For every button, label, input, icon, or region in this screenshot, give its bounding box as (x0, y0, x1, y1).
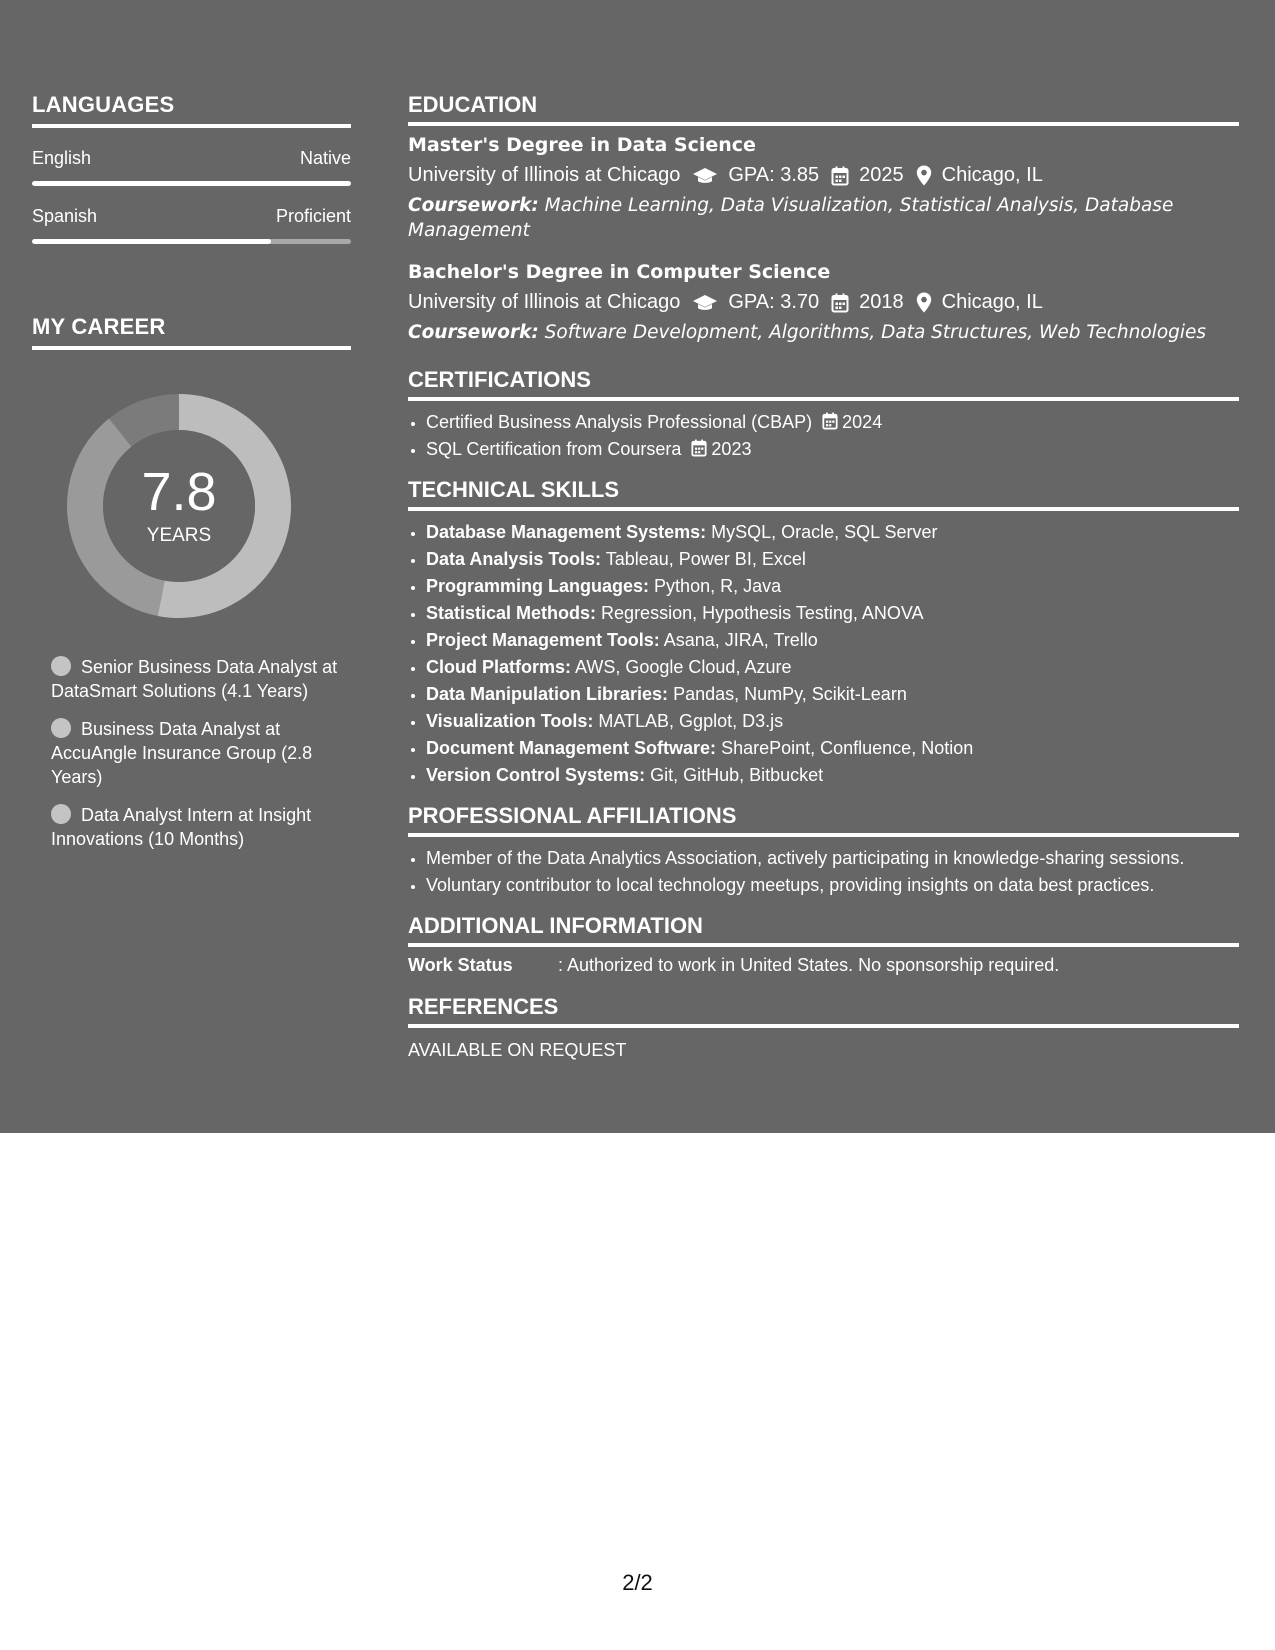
language-bar-fill (32, 239, 271, 244)
bullet-dot-icon (51, 718, 71, 738)
degree-title: Bachelor's Degree in Computer Science (408, 261, 831, 283)
additional-info-section (408, 913, 1239, 976)
calendar-icon (691, 439, 707, 457)
graduation-cap-icon (692, 293, 718, 313)
affiliation-item: • Voluntary contributor to local technology meetups, providing insights on data best practices. (426, 872, 1239, 899)
page-number: 2/2 (622, 1570, 653, 1595)
certification-item: • Certified Business Analysis Professional (CBAP) 2024 (426, 409, 1239, 436)
skill-item: • Database Management Systems: MySQL, Oracle, SQL Server (426, 519, 1239, 546)
career-item: Senior Business Data Analyst at DataSmart Solutions (4.1 Years) (51, 657, 338, 701)
career-total-years: 7.8 (141, 462, 217, 522)
skill-item: • Project Management Tools: Asana, JIRA, Trello (426, 627, 1239, 654)
affiliations-list (408, 845, 1239, 899)
language-item (32, 206, 351, 244)
career-title: MY CAREER (32, 314, 351, 350)
language-bar (32, 181, 351, 186)
graduation-year: 2025 (859, 164, 904, 186)
language-name: Spanish (32, 206, 98, 226)
skill-item: • Cloud Platforms: AWS, Google Cloud, Azure (426, 654, 1239, 681)
language-bar (32, 239, 351, 244)
school-location: Chicago, IL (941, 164, 1043, 186)
career-list (51, 655, 341, 851)
coursework: Coursework: Software Development, Algorithms, Data Structures, Web Technologies (408, 322, 1207, 343)
school-name: University of Illinois at Chicago (408, 291, 681, 313)
language-name: English (32, 148, 92, 168)
skill-item: • Data Manipulation Libraries: Pandas, NumPy, Scikit-Learn (426, 681, 1239, 708)
certifications-title: CERTIFICATIONS (408, 367, 1239, 401)
language-item (32, 148, 351, 186)
references-text: AVAILABLE ON REQUEST (408, 1040, 627, 1060)
education-section (408, 92, 1239, 345)
degree-title: Master's Degree in Data Science (408, 134, 756, 156)
calendar-icon (831, 166, 849, 186)
skill-item: • Statistical Methods: Regression, Hypothesis Testing, ANOVA (426, 600, 1239, 627)
calendar-icon (822, 412, 838, 430)
work-status-row (408, 955, 1239, 976)
skill-item: • Version Control Systems: Git, GitHub, Bitbucket (426, 762, 1239, 789)
career-total-unit: YEARS (146, 525, 212, 546)
bullet-dot-icon (51, 656, 71, 676)
gpa: GPA: 3.70 (728, 291, 820, 313)
location-pin-icon (916, 165, 932, 186)
gpa: GPA: 3.85 (728, 164, 820, 186)
affiliation-item: • Member of the Data Analytics Association, actively participating in knowledge-sharing sessions. (426, 845, 1239, 872)
career-item: Business Data Analyst at AccuAngle Insurance Group (2.8 Years) (51, 719, 313, 787)
skills-section (408, 477, 1239, 789)
languages-title: LANGUAGES (32, 92, 351, 128)
certification-item: • SQL Certification from Coursera 2023 (426, 436, 1239, 463)
additional-info-title: ADDITIONAL INFORMATION (408, 913, 1239, 947)
references-title: REFERENCES (408, 994, 1239, 1028)
certifications-section (408, 367, 1239, 463)
coursework: Coursework: Machine Learning, Data Visualization, Statistical Analysis, Database Management (408, 195, 1174, 241)
skill-item: • Document Management Software: SharePoint, Confluence, Notion (426, 735, 1239, 762)
career-donut (66, 393, 292, 619)
right-column (408, 92, 1239, 1069)
affiliations-section (408, 803, 1239, 899)
certifications-list (408, 409, 1239, 463)
bullet-dot-icon (51, 804, 71, 824)
school-location: Chicago, IL (941, 291, 1043, 313)
language-level: Native (299, 148, 351, 168)
skill-item: • Visualization Tools: MATLAB, Ggplot, D3.js (426, 708, 1239, 735)
graduation-year: 2018 (859, 291, 904, 313)
education-item (408, 134, 1239, 243)
skills-list (408, 519, 1239, 789)
language-level: Proficient (275, 206, 351, 226)
skills-title: TECHNICAL SKILLS (408, 477, 1239, 511)
work-status-value: : Authorized to work in United States. No sponsorship required. (558, 955, 1060, 975)
skill-item: • Data Analysis Tools: Tableau, Power BI, Excel (426, 546, 1239, 573)
skill-item: • Programming Languages: Python, R, Java (426, 573, 1239, 600)
affiliations-title: PROFESSIONAL AFFILIATIONS (408, 803, 1239, 837)
language-bar-fill (32, 181, 351, 186)
graduation-cap-icon (692, 166, 718, 186)
references-section (408, 994, 1239, 1061)
work-status-label: Work Status (408, 955, 513, 975)
career-item: Data Analyst Intern at Insight Innovations (10 Months) (51, 805, 312, 849)
location-pin-icon (916, 292, 932, 313)
education-title: EDUCATION (408, 92, 1239, 126)
left-column (32, 92, 351, 865)
calendar-icon (831, 293, 849, 313)
education-item (408, 261, 1239, 345)
school-name: University of Illinois at Chicago (408, 164, 681, 186)
